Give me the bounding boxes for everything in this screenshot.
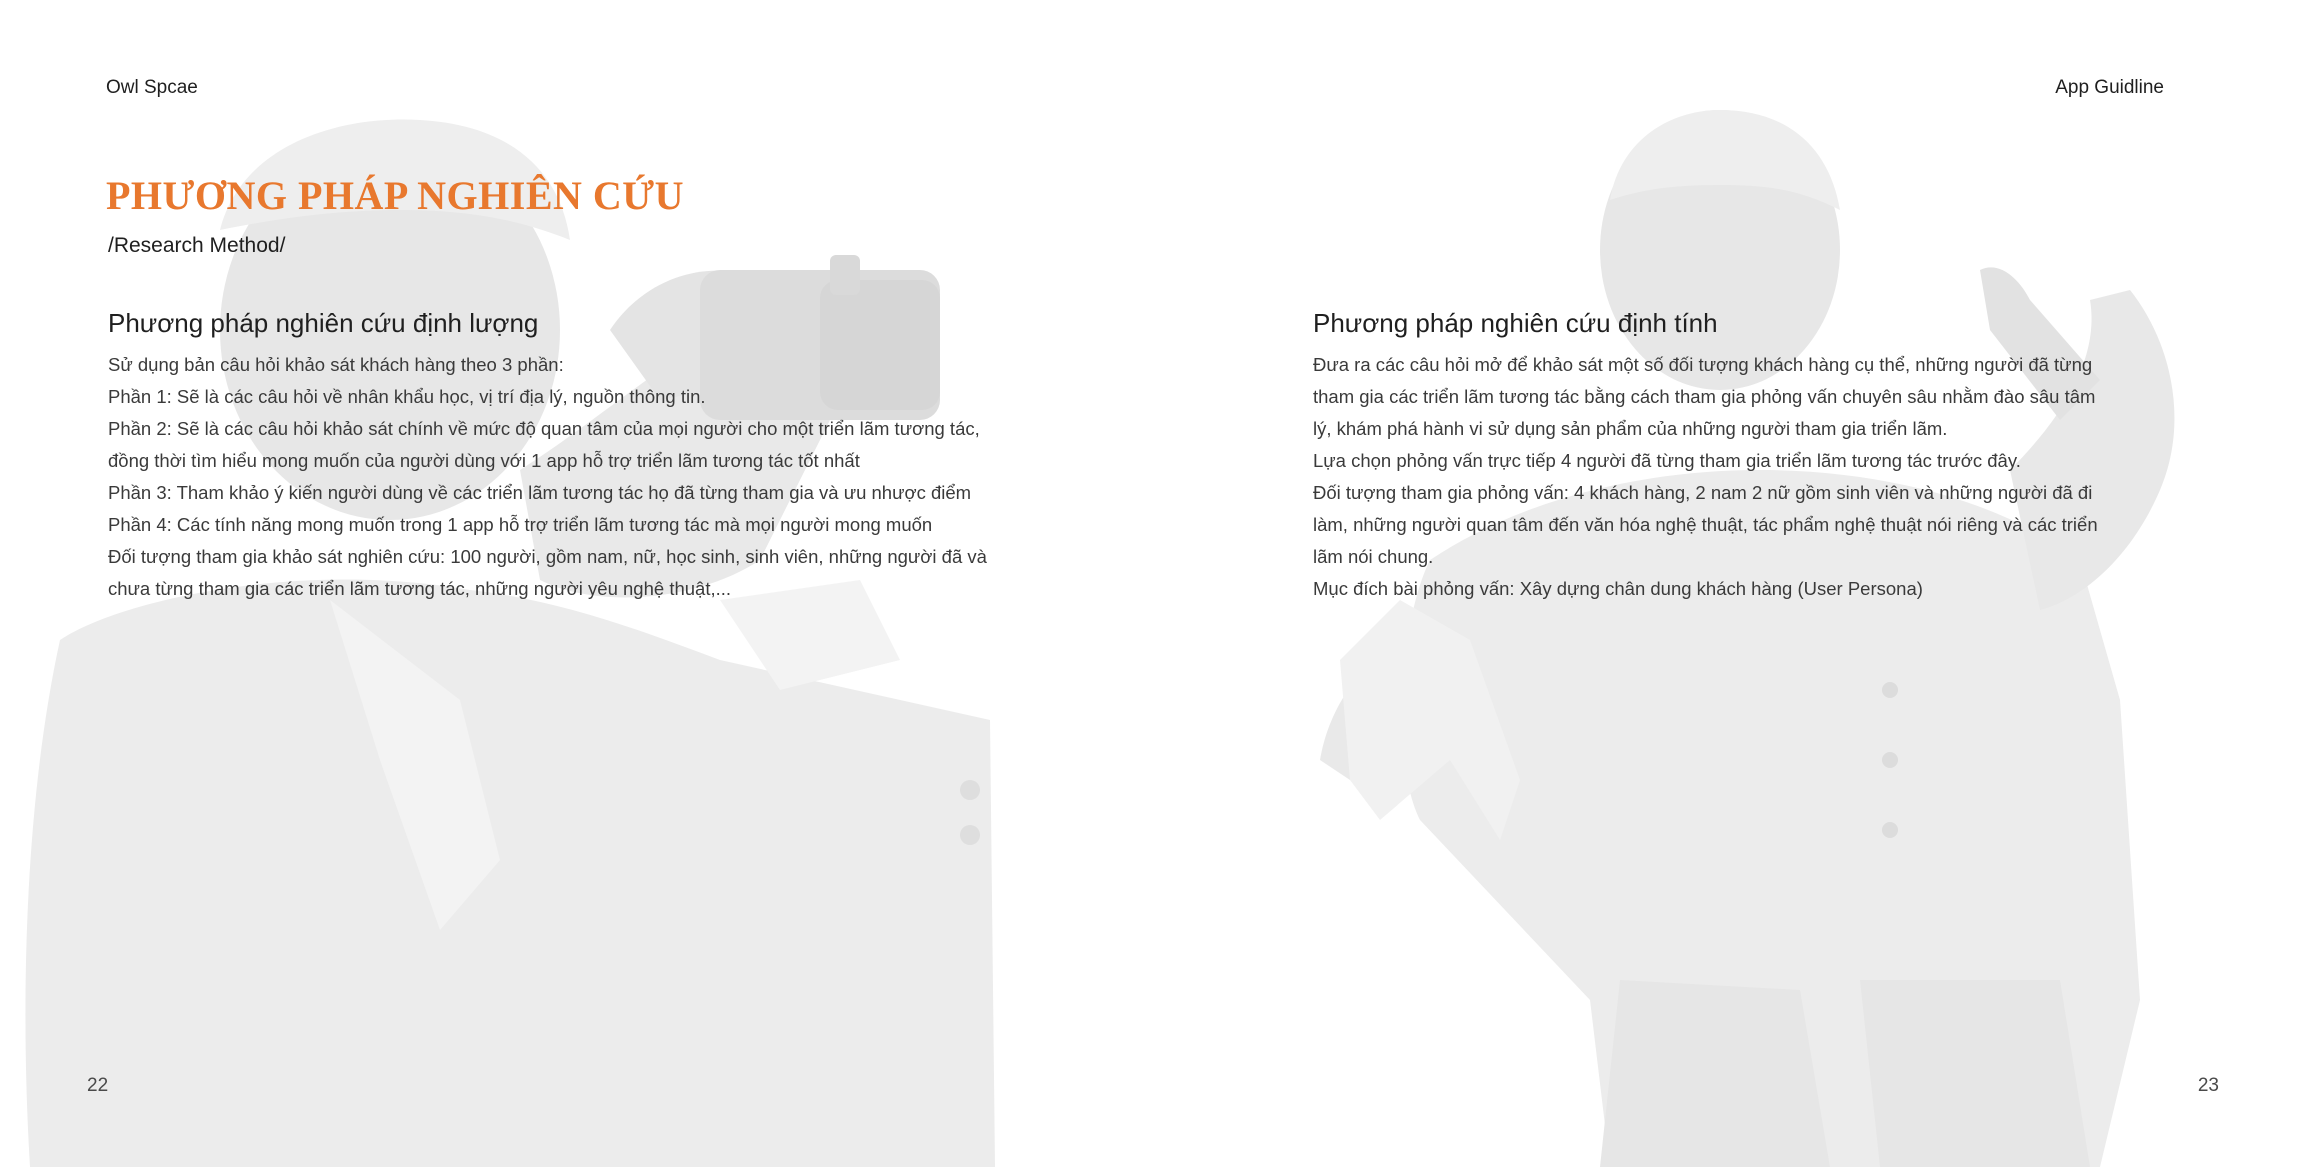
page-number-left: 22 xyxy=(87,1075,109,1096)
brand-name: Owl Spcae xyxy=(106,77,198,98)
body-line: chưa từng tham gia các triển lãm tương tác, những người yêu nghệ thuật,... xyxy=(108,578,732,599)
body-line: Phần 1: Sẽ là các câu hỏi về nhân khẩu học, vị trí địa lý, nguồn thông tin. xyxy=(108,386,706,407)
body-line: Đối tượng tham gia khảo sát nghiên cứu: 100 người, gồm nam, nữ, học sinh, sinh viên, những người đã và xyxy=(108,546,987,567)
body-line: lý, khám phá hành vi sử dụng sản phẩm của những người tham gia triển lãm. xyxy=(1313,418,1948,439)
quantitative-heading: Phương pháp nghiên cứu định lượng xyxy=(108,308,539,338)
body-line: Sử dụng bản câu hỏi khảo sát khách hàng theo 3 phần: xyxy=(108,354,564,375)
magician-photo xyxy=(1320,110,2174,1167)
body-line: lãm nói chung. xyxy=(1313,546,1434,567)
body-line: Lựa chọn phỏng vấn trực tiếp 4 người đã từng tham gia triển lãm tương tác trước đây. xyxy=(1313,450,2021,471)
body-line: Phần 2: Sẽ là các câu hỏi khảo sát chính về mức độ quan tâm của mọi người cho một triển lãm tương tác, xyxy=(108,418,980,439)
body-line: Mục đích bài phỏng vấn: Xây dựng chân dung khách hàng (User Persona) xyxy=(1313,578,1923,599)
document-title: App Guidline xyxy=(2055,77,2164,98)
qualitative-body xyxy=(1313,349,2098,605)
quantitative-section xyxy=(108,308,987,605)
body-line: Phần 3: Tham khảo ý kiến người dùng về các triển lãm tương tác họ đã từng tham gia và ưu nhược điểm xyxy=(108,482,972,503)
page-title: PHƯƠNG PHÁP NGHIÊN CỨU xyxy=(106,173,685,218)
body-line: tham gia các triển lãm tương tác bằng cách tham gia phỏng vấn chuyên sâu nhằm đào sâu tâm xyxy=(1313,386,2096,407)
photographer-photo xyxy=(25,120,995,1167)
qualitative-heading: Phương pháp nghiên cứu định tính xyxy=(1313,308,1718,338)
body-line: Đưa ra các câu hỏi mở để khảo sát một số đối tượng khách hàng cụ thể, những người đã từng xyxy=(1313,354,2093,375)
quantitative-body xyxy=(108,349,987,605)
body-line: Phần 4: Các tính năng mong muốn trong 1 app hỗ trợ triển lãm tương tác mà mọi người mong muốn xyxy=(108,514,933,535)
qualitative-section xyxy=(1313,308,2098,605)
body-line: Đối tượng tham gia phỏng vấn: 4 khách hàng, 2 nam 2 nữ gồm sinh viên và những người đã đi xyxy=(1313,482,2093,503)
body-line: làm, những người quan tâm đến văn hóa nghệ thuật, tác phẩm nghệ thuật nói riêng và các triển xyxy=(1313,514,2098,535)
page-number-right: 23 xyxy=(2197,1075,2219,1096)
body-line: đồng thời tìm hiểu mong muốn của người dùng với 1 app hỗ trợ triển lãm tương tác tốt nhất xyxy=(108,450,860,471)
page-subtitle: /Research Method/ xyxy=(108,234,286,257)
